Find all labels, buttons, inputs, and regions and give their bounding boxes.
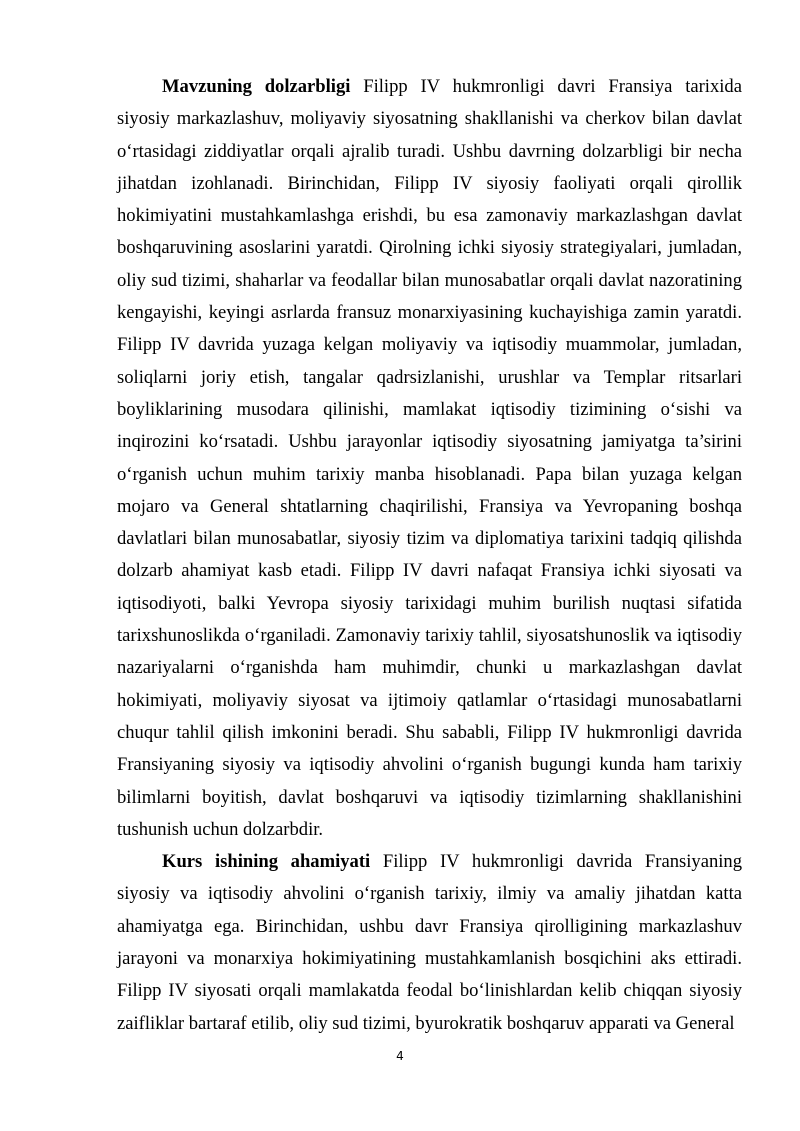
paragraph-significance bbox=[117, 846, 742, 1040]
page-number: 4 bbox=[396, 1049, 404, 1063]
paragraph-text-relevance: Filipp IV hukmronligi davri Fransiya tarixida siyosiy markazlashuv, moliyaviy siyosatning shakllanishi va cherkov bilan davlat o‘rtasidagi ziddiyatlar orqali ajralib turadi. Ushbu davrning dolzarbligi bir necha jihatdan izohlanadi. Birinchidan, Filipp IV siyosiy faoliyati orqali qirollik hokimiyatini mustahkamlashga erishdi, bu esa zamonaviy markazlashgan davlat boshqaruvining asoslarini yaratdi. Qirolning ichki siyosiy strategiyalari, jumladan, oliy sud tizimi, shaharlar va feodallar bilan munosabatlar orqali davlat nazoratining kengayishi, keyingi asrlarda fransuz monarxiyasining kuchayishiga zamin yaratdi. Filipp IV davrida yuzaga kelgan moliyaviy va iqtisodiy muammolar, jumladan, soliqlarni joriy etish, tangalar qadrsizlanishi, urushlar va Templar ritsarlari boyliklarining musodara qilinishi, mamlakat iqtisodiy tizimining o‘sishi va inqirozini ko‘rsatadi. Ushbu jarayonlar iqtisodiy siyosatning jamiyatga ta’sirini o‘rganish uchun muhim tarixiy manba hisoblanadi. Papa bilan yuzaga kelgan mojaro va General shtatlarning chaqirilishi, Fransiya va Yevropaning boshqa davlatlari bilan munosabatlar, siyosiy tizim va diplomatiya tarixini tadqiq qilishda dolzarb ahamiyat kasb etadi. Filipp IV davri nafaqat Fransiya ichki siyosati va iqtisodiyoti, balki Yevropa siyosiy tarixidagi muhim burilish nuqtasi sifatida tarixshunoslikda o‘rganiladi. Zamonaviy tarixiy tahlil, siyosatshunoslik va iqtisodiy nazariyalarni o‘rganishda ham muhimdir, chunki u markazlashgan davlat hokimiyati, moliyaviy siyosat va ijtimoiy qatlamlar o‘rtasidagi munosabatlarni chuqur tahlil qilish imkonini beradi. Shu sababli, Filipp IV hukmronligi davrida Fransiyaning siyosiy va iqtisodiy ahvolini o‘rganish bugungi kunda ham tarixiy bilimlarni boyitish, davlat boshqaruvi va iqtisodiy tizimlarning shakllanishini tushunish uchun dolzarbdir. bbox=[117, 76, 742, 840]
paragraph-text-significance: Filipp IV hukmronligi davrida Fransiyaning siyosiy va iqtisodiy ahvolini o‘rganish tarixiy, ilmiy va amaliy jihatdan katta ahamiyatga ega. Birinchidan, ushbu davr Fransiya qirolligining markazlashuv jarayoni va monarxiya hokimiyatining mustahkamlanish bosqichini aks ettiradi. Filipp IV siyosati orqali mamlakatda feodal bo‘linishlardan kelib chiqqan siyosiy zaifliklar bartaraf etilib, oliy sud tizimi, byurokratik boshqaruv apparati va General bbox=[117, 851, 742, 1034]
paragraph-heading-significance: Kurs ishining ahamiyati bbox=[162, 851, 371, 873]
body-text bbox=[117, 71, 742, 1040]
paragraph-heading-relevance: Mavzuning dolzarbligi bbox=[162, 76, 351, 97]
paragraph-relevance bbox=[117, 71, 742, 846]
